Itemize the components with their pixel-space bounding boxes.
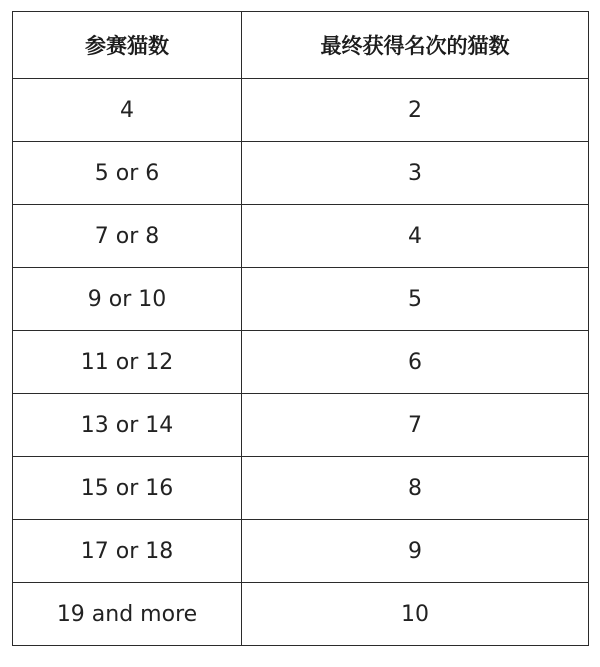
cell-entered-cats: 7 or 8 [13, 205, 242, 268]
cat-placement-table [12, 11, 589, 646]
cell-entered-cats: 9 or 10 [13, 268, 242, 331]
cell-entered-cats: 4 [13, 79, 242, 142]
table-body [13, 79, 589, 646]
cat-placement-table-container [12, 11, 588, 646]
cell-entered-cats: 13 or 14 [13, 394, 242, 457]
cell-placed-cats: 8 [242, 457, 589, 520]
cell-placed-cats: 3 [242, 142, 589, 205]
table-row [13, 457, 589, 520]
table-row [13, 268, 589, 331]
header-row [13, 12, 589, 79]
cell-entered-cats: 11 or 12 [13, 331, 242, 394]
table-row [13, 142, 589, 205]
table-row [13, 331, 589, 394]
cell-placed-cats: 4 [242, 205, 589, 268]
header-placed-cats: 最终获得名次的猫数 [242, 12, 589, 79]
table-row [13, 79, 589, 142]
cell-placed-cats: 6 [242, 331, 589, 394]
table-header [13, 12, 589, 79]
table-row [13, 583, 589, 646]
cell-placed-cats: 9 [242, 520, 589, 583]
cell-entered-cats: 19 and more [13, 583, 242, 646]
table-row [13, 205, 589, 268]
cell-placed-cats: 7 [242, 394, 589, 457]
cell-placed-cats: 10 [242, 583, 589, 646]
table-row [13, 520, 589, 583]
cell-placed-cats: 5 [242, 268, 589, 331]
cell-entered-cats: 5 or 6 [13, 142, 242, 205]
cell-placed-cats: 2 [242, 79, 589, 142]
table-row [13, 394, 589, 457]
header-entered-cats: 参赛猫数 [13, 12, 242, 79]
cell-entered-cats: 15 or 16 [13, 457, 242, 520]
cell-entered-cats: 17 or 18 [13, 520, 242, 583]
